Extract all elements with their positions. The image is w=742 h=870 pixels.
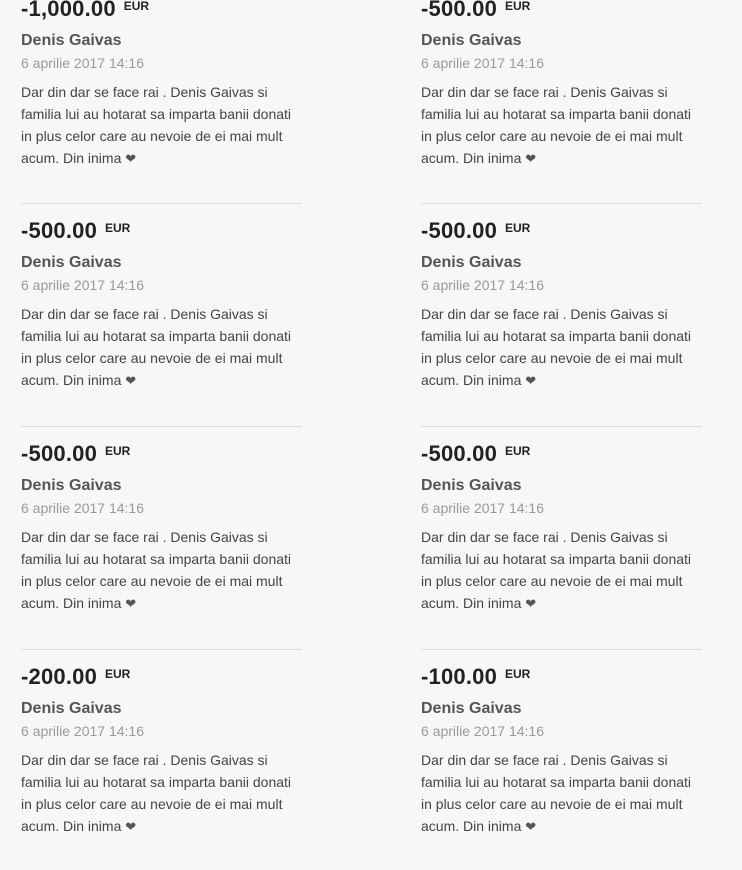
donation-currency: EUR (105, 444, 131, 458)
donation-date: 6 aprilie 2017 14:16 (21, 723, 144, 739)
donation-amount: -200.00 (21, 664, 98, 689)
donation-entry (21, 650, 302, 870)
donation-amount: -500.00 (421, 0, 498, 21)
donation-entry (21, 427, 302, 650)
heart-icon: ❤ (125, 820, 137, 835)
donation-message-text: Dar din dar se face rai . Denis Gaivas si familia lui au hotarat sa imparta banii donati in plus celor care au nevoie de ei mai mult acum. Din inima (421, 529, 692, 611)
donation-message (421, 749, 705, 839)
amount-line (421, 650, 702, 689)
amount-line (21, 650, 302, 689)
donor-name: Denis Gaivas (21, 254, 122, 271)
donation-currency: EUR (105, 221, 131, 235)
donor-name: Denis Gaivas (21, 700, 122, 717)
donor-name: Denis Gaivas (21, 32, 122, 49)
donation-message-text: Dar din dar se face rai . Denis Gaivas si familia lui au hotarat sa imparta banii donati in plus celor care au nevoie de ei mai mult acum. Din inima (21, 306, 292, 388)
donation-message-text: Dar din dar se face rai . Denis Gaivas si familia lui au hotarat sa imparta banii donati in plus celor care au nevoie de ei mai mult acum. Din inima (21, 529, 292, 611)
donation-currency: EUR (505, 667, 531, 681)
donation-entry (21, 0, 302, 204)
donor-name: Denis Gaivas (21, 477, 122, 494)
amount-line (21, 427, 302, 466)
donation-entry (421, 204, 702, 427)
amount-line (421, 427, 702, 466)
donation-message (421, 81, 705, 171)
donation-amount: -100.00 (421, 664, 498, 689)
donation-amount: -500.00 (421, 218, 498, 243)
donation-date: 6 aprilie 2017 14:16 (421, 55, 544, 71)
donation-message-text: Dar din dar se face rai . Denis Gaivas si familia lui au hotarat sa imparta banii donati in plus celor care au nevoie de ei mai mult acum. Din inima (421, 306, 692, 388)
amount-line (21, 0, 302, 21)
donation-date: 6 aprilie 2017 14:16 (421, 277, 544, 293)
donation-message-text: Dar din dar se face rai . Denis Gaivas si familia lui au hotarat sa imparta banii donati in plus celor care au nevoie de ei mai mult acum. Din inima (21, 84, 292, 166)
donation-message (21, 526, 305, 616)
donation-currency: EUR (123, 0, 150, 13)
donation-currency: EUR (505, 0, 531, 13)
donation-message-text: Dar din dar se face rai . Denis Gaivas si familia lui au hotarat sa imparta banii donati in plus celor care au nevoie de ei mai mult acum. Din inima (21, 752, 292, 834)
donation-date: 6 aprilie 2017 14:16 (421, 723, 544, 739)
donation-date: 6 aprilie 2017 14:16 (421, 500, 544, 516)
donation-date: 6 aprilie 2017 14:16 (21, 500, 144, 516)
donation-amount: -500.00 (21, 441, 98, 466)
donor-name: Denis Gaivas (421, 477, 522, 494)
donation-currency: EUR (505, 444, 531, 458)
donation-amount: -500.00 (21, 218, 98, 243)
donation-message-text: Dar din dar se face rai . Denis Gaivas si familia lui au hotarat sa imparta banii donati in plus celor care au nevoie de ei mai mult acum. Din inima (421, 752, 692, 834)
heart-icon: ❤ (125, 597, 137, 612)
donation-message (21, 81, 305, 171)
donor-name: Denis Gaivas (421, 700, 522, 717)
amount-line (421, 0, 702, 21)
heart-icon: ❤ (525, 374, 537, 389)
donation-date: 6 aprilie 2017 14:16 (21, 277, 144, 293)
amount-line (21, 204, 302, 243)
heart-icon: ❤ (125, 152, 137, 167)
donation-message-text: Dar din dar se face rai . Denis Gaivas si familia lui au hotarat sa imparta banii donati in plus celor care au nevoie de ei mai mult acum. Din inima (421, 84, 692, 166)
donor-name: Denis Gaivas (421, 254, 522, 271)
donation-message (21, 303, 305, 393)
heart-icon: ❤ (525, 597, 537, 612)
heart-icon: ❤ (525, 820, 537, 835)
donor-name: Denis Gaivas (421, 32, 522, 49)
donation-amount: -1,000.00 (21, 0, 116, 21)
donation-amount: -500.00 (421, 441, 498, 466)
donation-currency: EUR (105, 667, 131, 681)
donation-message (21, 749, 305, 839)
donation-currency: EUR (505, 221, 531, 235)
amount-line (421, 204, 702, 243)
donation-message (421, 303, 705, 393)
donation-message (421, 526, 705, 616)
heart-icon: ❤ (125, 374, 137, 389)
donation-entry (421, 0, 702, 204)
donation-entry (21, 204, 302, 427)
donation-date: 6 aprilie 2017 14:16 (21, 55, 144, 71)
donation-entry (421, 427, 702, 650)
heart-icon: ❤ (525, 152, 537, 167)
donation-entry (421, 650, 702, 870)
